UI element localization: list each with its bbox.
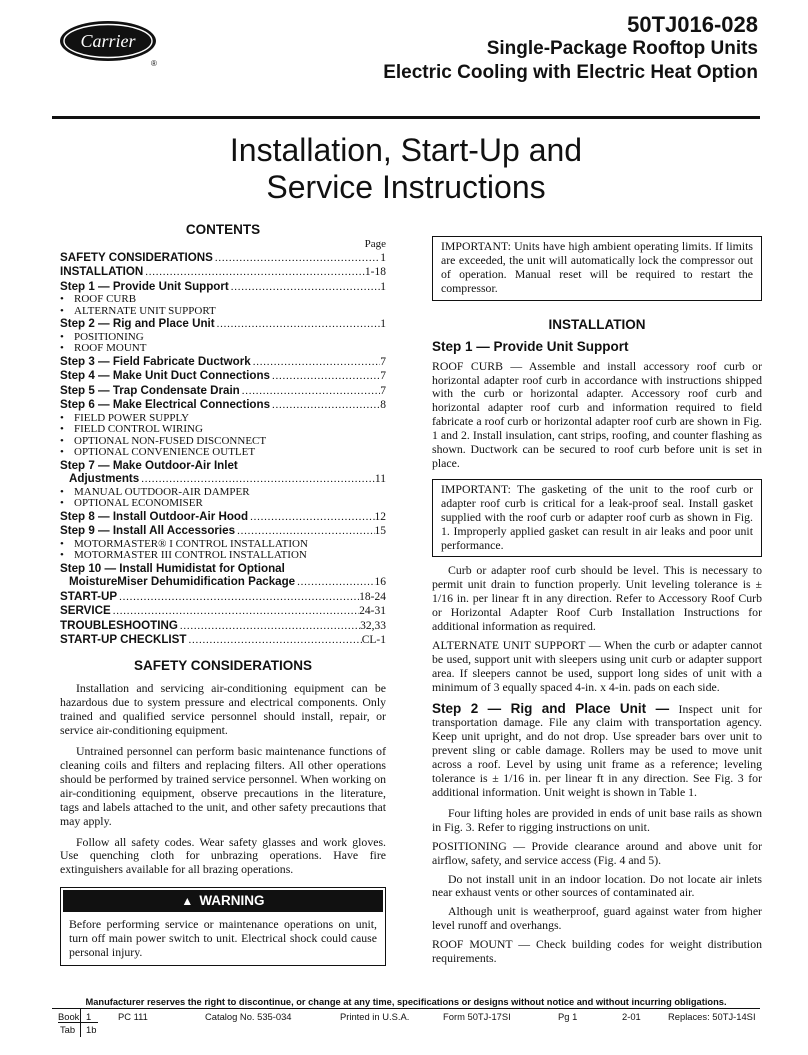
bullet-icon: • — [60, 293, 64, 306]
positioning-paragraph: POSITIONING — Provide clearance around and above unit for airflow, safety, and service access (Fig. 4 and 5). — [432, 838, 762, 867]
bullet-icon: • — [60, 497, 64, 510]
toc-entry: Step 1 — Provide Unit Support . . . 1 — [60, 280, 386, 294]
footer-divider-horizontal — [58, 1022, 98, 1023]
toc-leader — [251, 356, 381, 369]
model-number: 50TJ016-028 — [627, 12, 758, 37]
toc-leader — [270, 399, 380, 412]
toc-page: 1 — [380, 252, 386, 264]
safety-paragraph-1: Installation and servicing air-conditioning equipment can be hazardous due to system pressure and electrical components. Only trained and qualified service personnel should install, repair, or service air-conditioning equipment. — [60, 681, 386, 738]
product-subtitle-2: Electric Cooling with Electric Heat Option — [383, 62, 758, 83]
toc-subitem: • MANUAL OUTDOOR-AIR DAMPER — [60, 485, 250, 498]
safety-heading: SAFETY CONSIDERATIONS — [133, 658, 313, 674]
form-number: Form 50TJ-17SI — [443, 1011, 511, 1022]
toc-entry: Step 9 — Install All Accessories . . . 15 — [60, 524, 386, 538]
toc-leader — [186, 634, 361, 647]
toc-page: 24-31 — [359, 605, 386, 618]
toc-entry: START-UP CHECKLIST . . . CL-1 — [60, 633, 386, 647]
book-label: Book — [58, 1011, 80, 1022]
right-column — [432, 236, 762, 966]
toc-subitem: • ALTERNATE UNIT SUPPORT — [60, 304, 216, 317]
tab-value: 1b — [86, 1024, 97, 1035]
toc-subitem: • MOTORMASTER III CONTROL INSTALLATION — [60, 549, 307, 562]
important-notice-gasket: IMPORTANT: The gasketing of the unit to the roof curb or adapter roof curb is critical for a leak-proof seal. Install gasket supplied with the roof curb or adapter roof curb as shown in Fig. 1. Improperly applied gasket can result in air leaks and poor unit performance. — [432, 479, 762, 558]
tab-label: Tab — [60, 1024, 76, 1035]
roof-mount-paragraph: ROOF MOUNT — Check building codes for weight distribution requirements. — [432, 937, 762, 966]
toc-page: 7 — [380, 356, 386, 368]
safety-paragraph-3: Follow all safety codes. Wear safety glasses and work gloves. Use quenching cloth for unbrazing operations. Have fire extinguishers available for all brazing operations. — [60, 834, 386, 877]
toc-subitem: • FIELD CONTROL WIRING — [60, 423, 203, 436]
toc-entry: TROUBLESHOOTING . . . 32,33 — [60, 619, 386, 633]
footer-divider — [80, 1009, 81, 1037]
toc-subitem: • ROOF MOUNT — [60, 342, 147, 355]
issue-date: 2-01 — [622, 1011, 641, 1022]
toc-entry: SAFETY CONSIDERATIONS . . . 1 — [60, 251, 386, 265]
toc-subitem: • MOTORMASTER® I CONTROL INSTALLATION — [60, 537, 308, 550]
toc-page: 16 — [374, 576, 386, 589]
toc-page: 1-18 — [364, 266, 386, 279]
bullet-icon: • — [60, 342, 64, 355]
toc-subitem: • ROOF CURB — [60, 293, 137, 306]
toc-leader — [117, 591, 359, 604]
replaces-form: Replaces: 50TJ-14SI — [668, 1011, 756, 1022]
contents-heading: CONTENTS — [185, 222, 261, 237]
carrier-logo — [58, 18, 162, 68]
product-subtitle: Single-Package Rooftop Units — [486, 38, 758, 59]
toc-entry: Step 3 — Field Fabricate Ductwork . . . 7 — [60, 355, 386, 369]
toc-entry: SERVICE . . . 24-31 — [60, 604, 386, 618]
toc-page: 15 — [374, 525, 386, 538]
warning-box — [60, 887, 386, 966]
toc-entry: Step 4 — Make Unit Duct Connections . . . 7 — [60, 369, 386, 383]
toc-page: 11 — [374, 473, 386, 486]
toc-entry: Step 5 — Trap Condensate Drain . . . 7 — [60, 384, 386, 398]
lifting-paragraph: Four lifting holes are provided in ends of unit base rails as shown in Fig. 3. Refer to rigging instructions on unit. — [432, 805, 762, 834]
toc-subitem: • FIELD POWER SUPPLY — [60, 411, 190, 424]
table-of-contents — [60, 251, 386, 647]
toc-entry: Step 7 — Make Outdoor-Air Inlet — [60, 459, 238, 472]
toc-leader — [235, 525, 374, 538]
logo-text: Carrier — [80, 31, 136, 51]
step2-paragraph: Step 2 — Rig and Place Unit — Inspect unit for transportation damage. File any claim with transportation agency. Keep unit upright, and do not drop. Use spreader bars over unit to prevent sling or cable damage. Rollers may be used to move unit across a roof. Level by using unit frame as a reference; leveling tolerance is ± 1/16 in. per linear ft in any direction. See Fig. 3 for additional information. Unit weight is shown in Table 1. — [432, 700, 762, 799]
toc-subitem: • OPTIONAL CONVENIENCE OUTLET — [60, 446, 256, 459]
document-title: Installation, Start-Up and Service Instructions — [229, 132, 583, 205]
toc-page: 7 — [380, 384, 386, 397]
safety-paragraph-2: Untrained personnel can perform basic maintenance functions of cleaning coils and filters and replacing filters. All other operations should be performed by trained service personnel. When working on air-conditioning equipment, observe precautions in the literature, tags and labels attached to the unit, and other safety precautions that may apply. — [60, 744, 386, 828]
toc-entry: Step 6 — Make Electrical Connections . . . 8 — [60, 398, 386, 412]
toc-page: 1 — [380, 280, 386, 293]
toc-leader — [248, 511, 374, 524]
toc-entry: Step 2 — Rig and Place Unit . . . 1 — [60, 317, 386, 331]
toc-leader — [139, 473, 375, 486]
page-column-label: Page — [364, 238, 386, 250]
bullet-icon: • — [60, 304, 64, 317]
bullet-icon: • — [60, 411, 64, 424]
step1-heading: Step 1 — Provide Unit Support — [432, 338, 629, 354]
toc-entry: START-UP . . . 18-24 — [60, 590, 386, 604]
bullet-icon: • — [60, 537, 64, 550]
footer-rule — [52, 1008, 760, 1009]
footer-notice: Manufacturer reserves the right to discontinue, or change at any time, specifications or designs without notice and without incurring obligations. — [85, 997, 727, 1007]
warning-text: Before performing service or maintenance operations on unit, turn off main power switch to unit. Electrical shock could cause personal injury. — [69, 917, 377, 960]
registered-mark: ® — [151, 59, 157, 68]
warning-header: ▲ WARNING — [63, 890, 383, 912]
roof-curb-paragraph: ROOF CURB — Assemble and install accessory roof curb or horizontal adapter roof curb in accordance with instructions shipped with the curb or horizontal adapter. Accessory roof curb and horizontal adapter roof curb and information required to field fabricate a roof curb or horizontal adapter roof curb are shown in Fig. 1 and 2. Install insulation, cant strips, roofing, and counter flashing as shown. Ductwork can be secured to roof curb before unit is set in place. — [432, 358, 762, 470]
indoor-paragraph: Do not install unit in an indoor location. Do not locate air inlets near exhaust vents or other sources of contaminated air. — [432, 871, 762, 900]
toc-subitem: • POSITIONING — [60, 330, 144, 343]
toc-page: 32,33 — [360, 619, 386, 632]
toc-entry: Step 10 — Install Humidistat for Optional — [60, 562, 285, 575]
toc-leader — [143, 266, 365, 279]
toc-leader — [240, 385, 381, 398]
toc-page: 7 — [380, 370, 386, 383]
step2-heading: Step 2 — Rig and Place Unit — — [432, 700, 679, 716]
bullet-icon: • — [60, 446, 64, 459]
left-column — [60, 222, 386, 966]
toc-entry: INSTALLATION . . . 1-18 — [60, 265, 386, 279]
toc-entry: Adjustments . . . 11 — [60, 472, 386, 486]
important-notice-ambient: IMPORTANT: Units have high ambient operating limits. If limits are exceeded, the unit will automatically lock the compressor out of operation. Manual reset will be required to restart the compressor. — [432, 236, 762, 301]
printed-location: Printed in U.S.A. — [340, 1011, 410, 1022]
toc-leader — [215, 318, 381, 331]
catalog-number: Catalog No. 535-034 — [205, 1011, 292, 1022]
bullet-icon: • — [60, 423, 64, 436]
toc-leader — [295, 576, 374, 589]
fraction: 1/16 — [432, 591, 453, 606]
header-rule — [52, 116, 760, 119]
bullet-icon: • — [60, 485, 64, 498]
curb-level-paragraph: Curb or adapter roof curb should be level. This is necessary to permit unit drain to function properly. Unit leveling tolerance is ± 1/16 in. per linear ft in any direction. Refer to Accessory Roof Curb or Horizontal Adapter Roof Curb Installation Instructions for additional information as required. — [432, 563, 762, 634]
toc-leader — [213, 252, 380, 265]
toc-page: 18-24 — [359, 590, 386, 603]
book-value: 1 — [86, 1011, 92, 1022]
fraction: 1/16 — [503, 771, 525, 786]
alternate-support-paragraph: ALTERNATE UNIT SUPPORT — When the curb or adapter cannot be used, support unit with sleepers using unit curb or adapter support area. If sleepers cannot be used, support long sides of unit with a minimum of 3 equally spaced 4-in. x 4-in. pads on each side. — [432, 637, 762, 694]
weatherproof-paragraph: Although unit is weatherproof, guard against water from higher level runoff and overhangs. — [432, 904, 762, 933]
toc-entry: MoistureMiser Dehumidification Package . . . 16 — [60, 575, 386, 589]
toc-subitem: • OPTIONAL NON-FUSED DISCONNECT — [60, 434, 267, 447]
page-number: Pg 1 — [558, 1011, 578, 1022]
pc-number: PC 111 — [118, 1011, 148, 1022]
toc-subitem: • OPTIONAL ECONOMISER — [60, 497, 203, 510]
warning-triangle-icon: ▲ — [181, 894, 194, 909]
bullet-icon: • — [60, 549, 64, 562]
toc-page: 8 — [380, 399, 386, 412]
toc-leader — [229, 281, 380, 294]
toc-leader — [270, 370, 380, 383]
bullet-icon: • — [60, 434, 64, 447]
toc-leader — [178, 620, 360, 633]
installation-heading: INSTALLATION — [548, 316, 646, 332]
bullet-icon: • — [60, 330, 64, 343]
toc-page: CL-1 — [361, 634, 386, 647]
toc-page: 12 — [374, 511, 386, 523]
toc-page: 1 — [380, 318, 386, 331]
toc-leader — [111, 605, 359, 618]
toc-entry: Step 8 — Install Outdoor-Air Hood . . . 12 — [60, 510, 386, 524]
